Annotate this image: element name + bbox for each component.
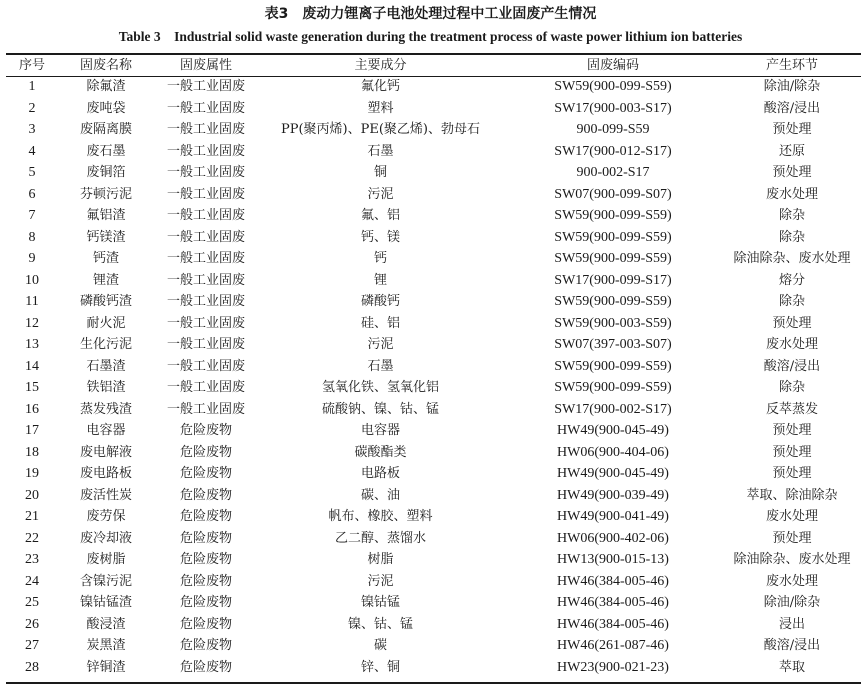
cell-generation-stage: 萃取、除油除杂 [746,487,838,503]
table-bottom-rule [6,682,861,684]
cell-waste-name: 锌铜渣 [86,659,126,675]
cell-main-components: 钙 [373,251,387,266]
cell-waste-attribute: 一般工业固废 [166,315,245,331]
cell-generation-stage: 除油除杂、废水处理 [733,251,851,266]
cell-main-components: 钙、镁 [360,229,400,245]
cell-generation-stage: 除油/除杂 [763,595,821,610]
cell-generation-stage: 酸溶/浸出 [763,100,821,116]
cell-main-components: 污泥 [367,337,394,352]
cell-waste-attribute: 危险废物 [179,423,232,438]
cell-waste-attribute: 危险废物 [179,552,232,567]
cell-generation-stage: 预处理 [772,423,812,438]
cell-waste-name: 耐火泥 [86,315,126,331]
cell-waste-name: 废铜箔 [86,165,126,180]
cell-waste-name: 含镍污泥 [79,573,132,589]
cell-generation-stage: 除杂 [778,294,805,309]
header-waste-code: 固废编码 [586,58,639,73]
table-row [6,377,861,399]
cell-waste-name: 废活性炭 [79,487,132,503]
table-row [6,334,861,356]
cell-main-components: 锌、铜 [360,659,400,675]
cell-main-components: 镍、钴、锰 [347,616,413,632]
table-row [6,162,861,184]
table-row [6,420,861,442]
cell-waste-code: HW46(261-087-46) [557,638,669,653]
cell-waste-attribute: 一般工业固废 [166,100,245,116]
cell-main-components: 镍钴锰 [360,595,400,610]
table-row [6,614,861,636]
cell-waste-code: HW46(384-005-46) [557,573,669,589]
cell-waste-name: 酸浸渣 [86,616,126,632]
cell-index: 5 [28,165,36,180]
cell-waste-attribute: 危险废物 [179,509,232,524]
cell-index: 4 [28,143,36,159]
cell-generation-stage: 预处理 [772,315,812,331]
cell-generation-stage: 除油除杂、废水处理 [733,552,851,567]
cell-waste-code: SW59(900-099-S59) [554,208,672,223]
cell-main-components: 石墨 [367,358,394,374]
cell-waste-attribute: 一般工业固废 [166,186,245,202]
cell-generation-stage: 预处理 [772,444,812,460]
cell-waste-attribute: 一般工业固废 [166,294,245,309]
cell-waste-code: SW59(900-003-S59) [554,315,672,331]
table-row [6,442,861,464]
cell-generation-stage: 反萃蒸发 [765,401,818,417]
cell-waste-attribute: 危险废物 [179,530,232,546]
table-row [6,463,861,485]
cell-waste-code: SW59(900-099-S59) [554,294,672,309]
cell-waste-attribute: 一般工业固废 [166,401,245,417]
table-row [6,98,861,120]
cell-generation-stage: 预处理 [772,165,812,180]
table-row [6,399,861,421]
cell-generation-stage: 除杂 [778,229,805,245]
cell-main-components: 塑料 [367,100,394,116]
cell-waste-code: 900-099-S59 [576,122,650,137]
cell-waste-code: SW17(900-099-S17) [554,272,672,288]
cell-waste-code: SW17(900-002-S17) [554,401,672,417]
cell-waste-name: 废石墨 [86,143,126,159]
cell-index: 20 [25,487,39,503]
header-waste-name: 固废名称 [79,58,132,73]
cell-waste-code: SW59(900-099-S59) [554,380,672,395]
cell-generation-stage: 废水处理 [765,337,818,352]
cell-generation-stage: 萃取 [778,659,805,675]
cell-waste-name: 废隔离膜 [79,122,132,137]
cell-index: 25 [25,595,39,610]
cell-generation-stage: 废水处理 [765,186,818,202]
cell-main-components: 电容器 [360,423,400,438]
cell-waste-name: 废电路板 [79,466,132,481]
table-row [6,549,861,571]
cell-generation-stage: 熔分 [778,272,805,288]
table-row [6,592,861,614]
cell-index: 26 [25,616,39,632]
cell-waste-code: HW13(900-015-13) [557,552,669,567]
cell-waste-attribute: 危险废物 [179,444,232,460]
cell-waste-name: 蒸发残渣 [79,401,132,417]
cell-index: 22 [25,530,39,546]
cell-main-components: 氟、铝 [360,208,400,223]
cell-index: 1 [28,79,36,94]
cell-waste-name: 废树脂 [86,552,126,567]
cell-main-components: 乙二醇、蒸馏水 [334,530,426,546]
cell-main-components: 硅、铝 [360,315,400,331]
cell-generation-stage: 预处理 [772,122,812,137]
cell-main-components: 氟化钙 [360,79,400,94]
table-row [6,635,861,657]
cell-main-components: 硫酸钠、镍、钴、锰 [321,401,439,417]
cell-waste-name: 氟铝渣 [86,208,126,223]
cell-waste-code: HW49(900-039-49) [557,487,669,503]
cell-index: 2 [28,100,36,116]
cell-index: 21 [25,509,39,524]
cell-waste-attribute: 一般工业固废 [166,337,245,352]
cell-waste-name: 钙渣 [92,251,119,266]
cell-main-components: 污泥 [367,186,394,202]
table-row [6,291,861,313]
cell-index: 3 [28,122,36,137]
cell-generation-stage: 还原 [778,143,805,159]
cell-index: 24 [25,573,39,589]
cell-waste-code: HW46(384-005-46) [557,595,669,610]
header-waste-attribute: 固废属性 [179,58,232,73]
cell-waste-name: 废冷却液 [79,530,132,546]
cell-waste-code: HW49(900-041-49) [557,509,669,524]
header-generation-stage: 产生环节 [765,58,818,73]
table-row [6,506,861,528]
cell-generation-stage: 酸溶/浸出 [763,638,821,653]
table-row [6,227,861,249]
table-row [6,119,861,141]
cell-index: 7 [28,208,36,223]
cell-main-components: 帆布、橡胶、塑料 [328,509,433,524]
table-header-row [6,55,861,76]
cell-waste-code: SW59(900-099-S59) [554,229,672,245]
cell-waste-attribute: 一般工业固废 [166,208,245,223]
cell-index: 28 [25,659,39,675]
cell-waste-attribute: 一般工业固废 [166,251,245,266]
table-row [6,356,861,378]
cell-waste-attribute: 危险废物 [179,659,232,675]
cell-waste-name: 除氟渣 [86,79,126,94]
table-row [6,571,861,593]
cell-index: 14 [25,358,39,374]
cell-main-components: 石墨 [367,143,394,159]
cell-waste-name: 钙镁渣 [86,229,126,245]
cell-waste-attribute: 危险废物 [179,595,232,610]
cell-main-components: 污泥 [367,573,394,589]
cell-waste-code: SW17(900-012-S17) [554,143,672,159]
table-row [6,184,861,206]
cell-waste-attribute: 危险废物 [179,466,232,481]
cell-main-components: 铜 [373,165,387,180]
cell-main-components: 碳酸酯类 [354,444,407,460]
cell-waste-code: SW59(900-099-S59) [554,79,672,94]
cell-waste-attribute: 一般工业固废 [166,122,245,137]
cell-waste-attribute: 一般工业固废 [166,229,245,245]
cell-waste-code: SW07(900-099-S07) [554,186,672,202]
table-row [6,141,861,163]
cell-waste-code: HW06(900-404-06) [557,444,669,460]
cell-index: 17 [25,423,39,438]
solid-waste-table [6,55,861,678]
table-row [6,485,861,507]
table-title-chinese: 表3 废动力锂离子电池处理过程中工业固废产生情况 [264,6,597,22]
cell-waste-name: 芬顿污泥 [79,186,132,202]
cell-main-components: PP(聚丙烯)、PE(聚乙烯)、勃母石 [280,122,481,137]
cell-index: 6 [28,186,36,202]
cell-generation-stage: 预处理 [772,466,812,481]
cell-generation-stage: 预处理 [772,530,812,546]
cell-index: 18 [25,444,39,460]
cell-waste-name: 废电解液 [79,444,132,460]
cell-waste-attribute: 危险废物 [179,638,232,653]
cell-waste-name: 石墨渣 [86,358,126,374]
cell-main-components: 氢氧化铁、氢氧化铝 [321,380,439,395]
cell-index: 8 [28,229,36,245]
cell-waste-attribute: 危险废物 [179,573,232,589]
cell-waste-attribute: 一般工业固废 [166,272,245,288]
cell-waste-attribute: 一般工业固废 [166,79,245,94]
cell-generation-stage: 酸溶/浸出 [763,358,821,374]
cell-main-components: 电路板 [360,466,400,481]
cell-index: 23 [25,552,39,567]
table-row [6,76,861,98]
cell-generation-stage: 除杂 [778,208,805,223]
cell-waste-code: SW07(397-003-S07) [554,337,672,352]
cell-waste-name: 炭黑渣 [86,638,126,653]
cell-index: 16 [25,401,39,417]
cell-waste-attribute: 一般工业固废 [166,380,245,395]
cell-waste-name: 磷酸钙渣 [79,294,132,309]
cell-index: 13 [25,337,39,352]
cell-main-components: 锂 [373,272,387,288]
cell-waste-code: HW46(384-005-46) [557,616,669,632]
cell-index: 11 [25,294,39,309]
cell-index: 12 [25,315,39,331]
cell-generation-stage: 废水处理 [765,509,818,524]
table-title-english: Table 3 Industrial solid waste generation during the treatment process of waste power lithium ion batteries [118,29,743,44]
table-row [6,248,861,270]
cell-waste-code: SW17(900-003-S17) [554,100,672,116]
cell-waste-name: 铁铝渣 [86,380,126,395]
cell-waste-name: 电容器 [86,423,126,438]
cell-waste-name: 废吨袋 [86,100,126,116]
cell-main-components: 树脂 [367,552,394,567]
header-main-components: 主要成分 [354,58,407,73]
table-row [6,528,861,550]
cell-waste-code: HW06(900-402-06) [557,530,669,546]
cell-generation-stage: 废水处理 [765,573,818,589]
cell-waste-attribute: 一般工业固废 [166,358,245,374]
cell-index: 9 [28,251,36,266]
cell-waste-attribute: 危险废物 [179,616,232,632]
cell-index: 10 [25,272,39,288]
cell-generation-stage: 除杂 [778,380,805,395]
cell-waste-name: 锂渣 [92,272,119,288]
cell-waste-code: HW23(900-021-23) [557,659,669,675]
cell-index: 19 [25,466,39,481]
cell-waste-name: 镍钴锰渣 [79,595,132,610]
cell-generation-stage: 浸出 [778,616,805,632]
cell-waste-attribute: 一般工业固废 [166,165,245,180]
cell-waste-name: 废劳保 [86,509,126,524]
cell-waste-code: SW59(900-099-S59) [554,251,672,266]
header-index: 序号 [18,58,45,73]
table-row [6,270,861,292]
cell-generation-stage: 除油/除杂 [763,79,821,94]
cell-main-components: 磷酸钙 [360,294,400,309]
cell-waste-code: HW49(900-045-49) [557,423,669,438]
cell-waste-attribute: 一般工业固废 [166,143,245,159]
cell-waste-code: HW49(900-045-49) [557,466,669,481]
table-body [6,76,861,678]
cell-waste-code: 900-002-S17 [576,165,650,180]
table-row [6,313,861,335]
cell-index: 27 [25,638,39,653]
table-row [6,657,861,679]
table-row [6,205,861,227]
cell-main-components: 碳 [373,638,387,653]
cell-main-components: 碳、油 [360,487,400,503]
cell-waste-name: 生化污泥 [79,337,132,352]
cell-index: 15 [25,380,39,395]
cell-waste-attribute: 危险废物 [179,487,232,503]
cell-waste-code: SW59(900-099-S59) [554,358,672,374]
